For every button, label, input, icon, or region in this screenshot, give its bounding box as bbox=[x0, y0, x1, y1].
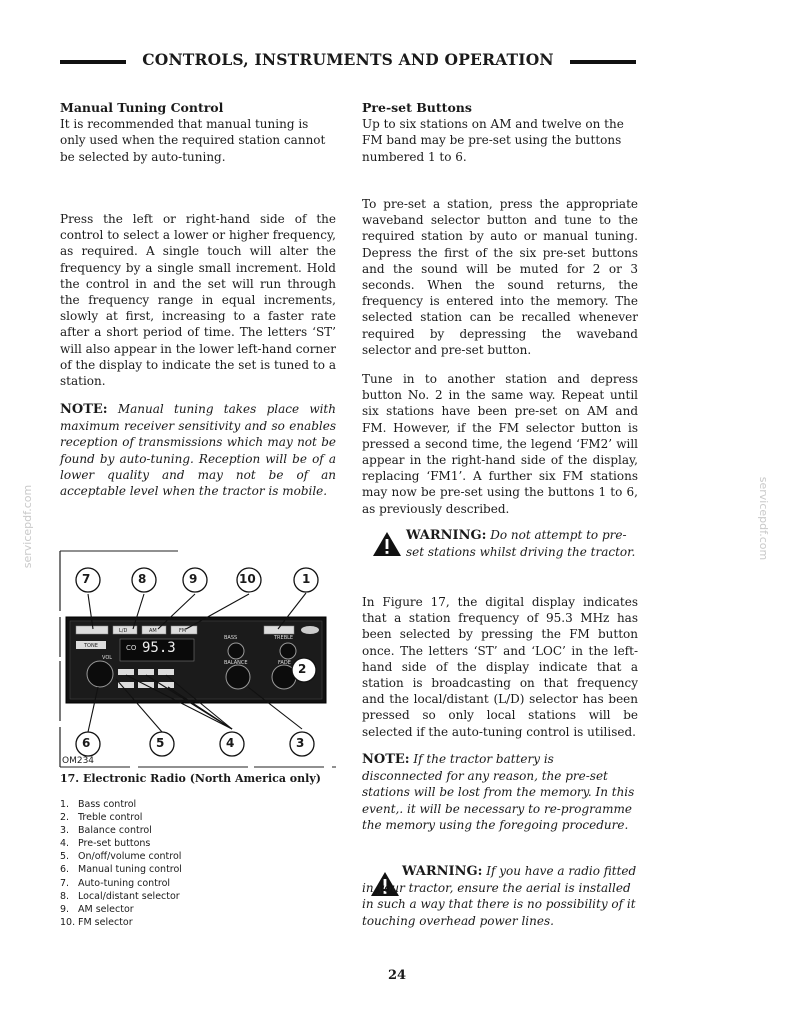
panel-label-ld: L/D bbox=[119, 628, 128, 634]
callout-8: 8 bbox=[138, 572, 147, 586]
callout-7: 7 bbox=[82, 572, 91, 586]
preset-block bbox=[362, 100, 638, 165]
manual-tuning-intro: It is recommended that manual tuning is only used when the required station cannot be selected by auto-tuning. bbox=[60, 117, 326, 164]
callout-1: 1 bbox=[302, 572, 311, 586]
callout-4: 4 bbox=[226, 736, 235, 750]
panel-label-balance: BALANCE bbox=[224, 660, 248, 666]
figure-code: OM234 bbox=[62, 756, 95, 766]
note2-text: If the tractor battery is disconnected for any reason, the pre-set stations will be lost from the memory. In this event,. it will be necessary to re-programme the memory using the foregoing procedure. bbox=[362, 752, 635, 832]
list-item: 10. FM selector bbox=[60, 916, 133, 928]
preset-instructions: To pre-set a station, press the appropriate waveband selector button and tune to the required station by auto or manual tuning. Depress the first of the six pre-set buttons and the sound will be muted for 2 or 3 seconds. When the sound returns, the frequency is entered into the memory. The selected station can be recalled whenever required by depressing the waveband selector and pre-set button. bbox=[362, 197, 638, 357]
list-item: 5. On/off/volume control bbox=[60, 851, 182, 863]
watermark-left: servicepdf.com bbox=[21, 484, 35, 569]
left-column bbox=[60, 100, 336, 165]
manual-tuning-body-block bbox=[60, 211, 336, 389]
panel-label-am: AM bbox=[149, 628, 157, 634]
page-header bbox=[60, 50, 636, 74]
list-item: 3. Balance control bbox=[60, 825, 152, 837]
note-block bbox=[60, 401, 336, 499]
callout-layer bbox=[58, 549, 338, 771]
list-item: 8. Local/distant selector bbox=[60, 890, 180, 902]
panel-label-bass: BASS bbox=[224, 635, 238, 641]
list-item: 2. Treble control bbox=[60, 812, 143, 824]
preset-instructions-block bbox=[362, 196, 638, 358]
warning1-block bbox=[406, 527, 642, 560]
list-item: 4. Pre-set buttons bbox=[60, 838, 151, 850]
callout-5: 5 bbox=[156, 736, 165, 750]
warning1-text: Do not attempt to pre-set stations whilst driving the tractor. bbox=[406, 528, 636, 560]
panel-label-tone: TONE bbox=[84, 643, 98, 649]
warning-icon bbox=[372, 531, 402, 557]
panel-label-fade: FADE bbox=[278, 660, 291, 666]
header-rule-right bbox=[570, 60, 636, 64]
display-frequency: 95.3 bbox=[142, 640, 176, 656]
callout-10: 10 bbox=[239, 572, 256, 586]
list-item: 7. Auto-tuning control bbox=[60, 877, 171, 889]
manual-tuning-heading: Manual Tuning Control bbox=[60, 100, 224, 115]
panel-label-fm: FM bbox=[179, 628, 187, 634]
note-text: Manual tuning takes place with maximum receiver sensitivity and so enables reception of transmissions which may not be found by auto-tuning. Reception will be of a lower quality and may not be of an acceptable level when the tractor is mobile. bbox=[60, 402, 336, 499]
panel-label-treble: TREBLE bbox=[274, 635, 294, 641]
preset-repeat: Tune in to another station and depress button No. 2 in the same way. Repeat until six stations have been pre-set on AM and FM. However, if the FM selector button is pressed a second time, the legend ‘FM2’ will appear in the right-hand side of the display, replacing ‘FM1’. A further six FM stations may now be pre-set using the buttons 1 to 6, as previously described. bbox=[362, 372, 638, 516]
preset-repeat-block bbox=[362, 371, 638, 517]
callout-9: 9 bbox=[189, 572, 198, 586]
warning1-label: WARNING: bbox=[406, 528, 487, 543]
warning2-block bbox=[362, 863, 640, 929]
callout-3: 3 bbox=[296, 736, 305, 750]
preset-intro: Up to six stations on AM and twelve on the FM band may be pre-set using the buttons numbered 1 to 6. bbox=[362, 117, 624, 164]
note-label: NOTE: bbox=[60, 402, 108, 417]
warning2-label: WARNING: bbox=[402, 864, 483, 879]
list-item: 6. Manual tuning control bbox=[60, 864, 182, 876]
callout-2: 2 bbox=[298, 662, 307, 676]
figure-caption: 17. Electronic Radio (North America only) bbox=[60, 772, 321, 785]
callout-6: 6 bbox=[82, 736, 91, 750]
note2-block bbox=[362, 751, 638, 833]
figure-explanation: In Figure 17, the digital display indicates that a station frequency of 95.3 MHz has been selected by pressing the FM button once. The letters ‘ST’ and ‘LOC’ in the left-hand side of the display indicate that a station is broadcasting on that frequency and the local/distant (L/D) selector has been pressed so only local stations will be selected if the auto-tuning control is utilised. bbox=[362, 595, 638, 739]
warning2-text: If you have a radio fitted in your tractor, ensure the aerial is installed in such a way that there is no possibility of it touching overhead power lines. bbox=[362, 864, 637, 928]
figure-explanation-block bbox=[362, 594, 638, 740]
note2-label: NOTE: bbox=[362, 752, 410, 767]
preset-heading: Pre-set Buttons bbox=[362, 100, 472, 115]
list-item: 9. AM selector bbox=[60, 903, 134, 915]
list-item: 1. Bass control bbox=[60, 799, 137, 810]
manual-tuning-body: Press the left or right-hand side of the control to select a lower or higher frequency, as required. A single touch will alter the frequency by a single small increment. Hold the control in and the set will run through the frequency range in equal increments, slowly at first, increasing to a faster rate after a short period of time. The letters ‘ST’ will also appear in the lower left-hand corner of the display to indicate the set is tuned to a station. bbox=[60, 212, 336, 389]
panel-label-vol: VOL bbox=[102, 655, 113, 661]
figure-legend bbox=[60, 798, 182, 929]
display-prefix: CO bbox=[126, 644, 137, 652]
page-number: 24 bbox=[387, 968, 407, 983]
header-title: CONTROLS, INSTRUMENTS AND OPERATION bbox=[142, 50, 554, 69]
watermark-right: servicepdf.com bbox=[757, 476, 771, 561]
